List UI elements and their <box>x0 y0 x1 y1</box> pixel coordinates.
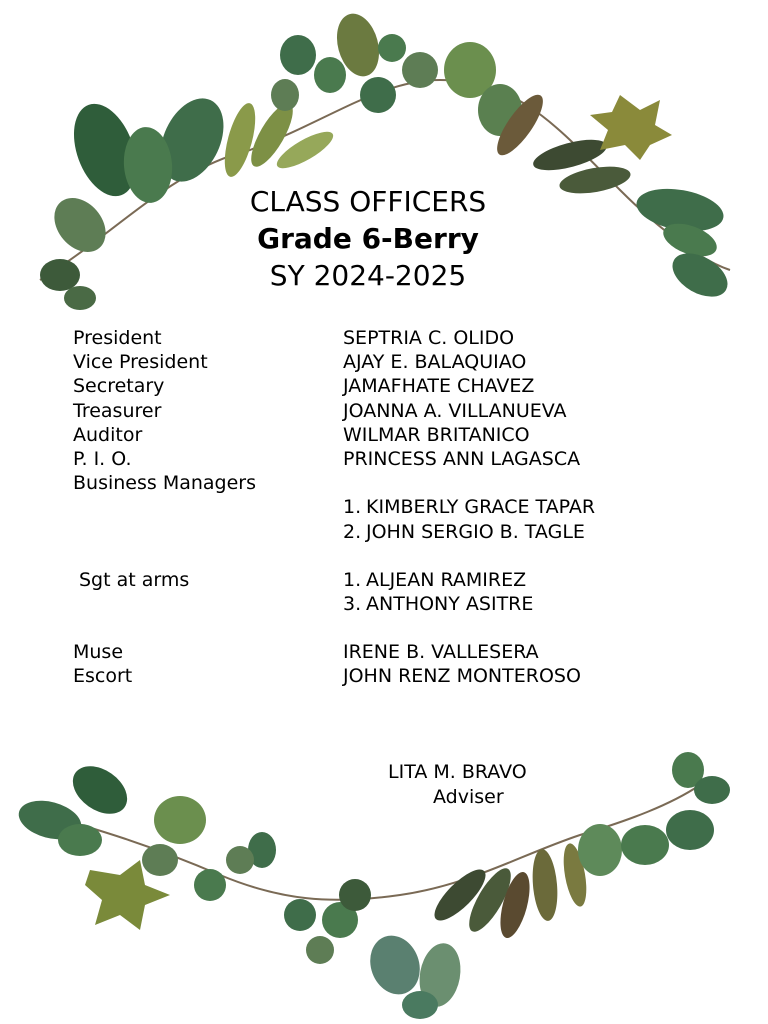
officer-role: P. I. O. <box>73 447 132 470</box>
escort-name: JOHN RENZ MONTEROSO <box>343 665 581 688</box>
class-name: Grade 6-Berry <box>257 222 479 255</box>
list-number: 1. <box>343 568 362 591</box>
page-title: CLASS OFFICERS <box>249 185 487 218</box>
business-manager-item <box>73 520 713 544</box>
officer-role: Treasurer <box>73 399 162 422</box>
bottom-leaves <box>14 752 730 1019</box>
officer-role: Vice President <box>73 351 208 374</box>
officer-role: President <box>73 327 162 349</box>
list-number: 1. <box>343 496 362 519</box>
bottom-leaf-garland <box>0 735 768 1024</box>
escort-label: Escort <box>73 665 133 688</box>
officers-list <box>73 326 713 688</box>
business-manager-name: KIMBERLY GRACE TAPAR <box>366 496 596 519</box>
sgt-at-arms-label: Sgt at arms <box>79 568 190 591</box>
business-managers-label: Business Managers <box>73 472 257 495</box>
adviser-title: Adviser <box>433 786 504 808</box>
sgt-at-arms-name: ANTHONY ASITRE <box>366 592 534 615</box>
muse-name: IRENE B. VALLESERA <box>343 641 539 664</box>
muse-row <box>73 640 713 664</box>
school-year: SY 2024-2025 <box>269 259 467 292</box>
sgt-at-arms-row <box>73 568 713 592</box>
list-number: 2. <box>343 520 362 543</box>
business-manager-item <box>73 495 713 519</box>
business-managers-row <box>73 471 713 495</box>
title-block <box>0 183 736 294</box>
officer-name: JAMAFHATE CHAVEZ <box>343 375 535 398</box>
officer-name: SEPTRIA C. OLIDO <box>343 327 515 349</box>
sgt-at-arms-item <box>73 592 713 616</box>
officer-row <box>73 374 713 398</box>
list-number: 3. <box>343 592 362 615</box>
officer-row <box>73 326 713 350</box>
escort-row <box>73 664 713 688</box>
officer-name: PRINCESS ANN LAGASCA <box>343 447 581 470</box>
officer-name: JOANNA A. VILLANUEVA <box>343 399 567 422</box>
officer-row <box>73 447 713 471</box>
muse-label: Muse <box>73 641 124 664</box>
sgt-at-arms-name: ALJEAN RAMIREZ <box>366 568 527 591</box>
officer-name: AJAY E. BALAQUIAO <box>343 351 527 374</box>
officer-row <box>73 423 713 447</box>
officer-row <box>73 399 713 423</box>
officer-row <box>73 350 713 374</box>
adviser-name: LITA M. BRAVO <box>388 761 527 783</box>
officer-role: Auditor <box>73 423 143 446</box>
officer-role: Secretary <box>73 375 165 398</box>
business-manager-name: JOHN SERGIO B. TAGLE <box>366 520 585 543</box>
officer-name: WILMAR BRITANICO <box>343 423 530 446</box>
